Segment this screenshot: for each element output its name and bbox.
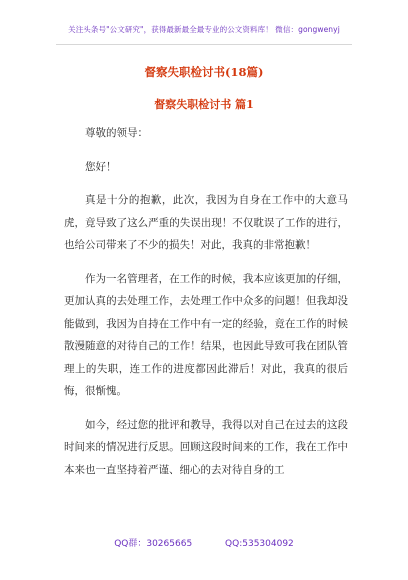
footer-qq-group: QQ群：30265665	[114, 539, 193, 549]
body-paragraph: 真是十分的抱歉，此次，我因为自身在工作中的大意马虎，竟导致了这么严重的失误出现！不仅耽误了工作的进行，也给公司带来了不少的损失！对此，我真的非常抱歉！	[64, 194, 348, 251]
greeting-line: 您好！	[85, 160, 117, 173]
body-paragraph: 如今，经过您的批评和教导，我得以对自己在过去的这段时间来的情况进行反思。回顾这段时间来的工作，我在工作中本来也一直坚持着严谨、细心的去对待自身的工	[64, 418, 348, 476]
footer-qq: QQ:535304092	[225, 539, 294, 549]
document-title: 督察失职检讨书(18篇)	[144, 65, 264, 79]
body-paragraph: 作为一名管理者，在工作的时候，我本应该更加的仔细，更加认真的去处理工作，去处理工作中众多的问题！但我却没能做到，我因为自持在工作中有一定的经验，竟在工作的时候散漫随意的对待自己的工作！结果，也因此导致可我在团队管理上的失职，连工作的进度都因此滞后！对此，我真的很后悔，很惭愧。	[64, 272, 348, 397]
header-note: 关注头条号"公文研究"，获得最新最全最专业的公文资料库！ 微信：gongwenyj	[68, 25, 340, 34]
document-body	[64, 122, 348, 492]
footer-contact	[0, 536, 408, 549]
section-title: 督察失职检讨书 篇1	[154, 98, 254, 111]
header-divider	[56, 44, 352, 45]
salutation-line: 尊敬的领导：	[85, 127, 148, 139]
